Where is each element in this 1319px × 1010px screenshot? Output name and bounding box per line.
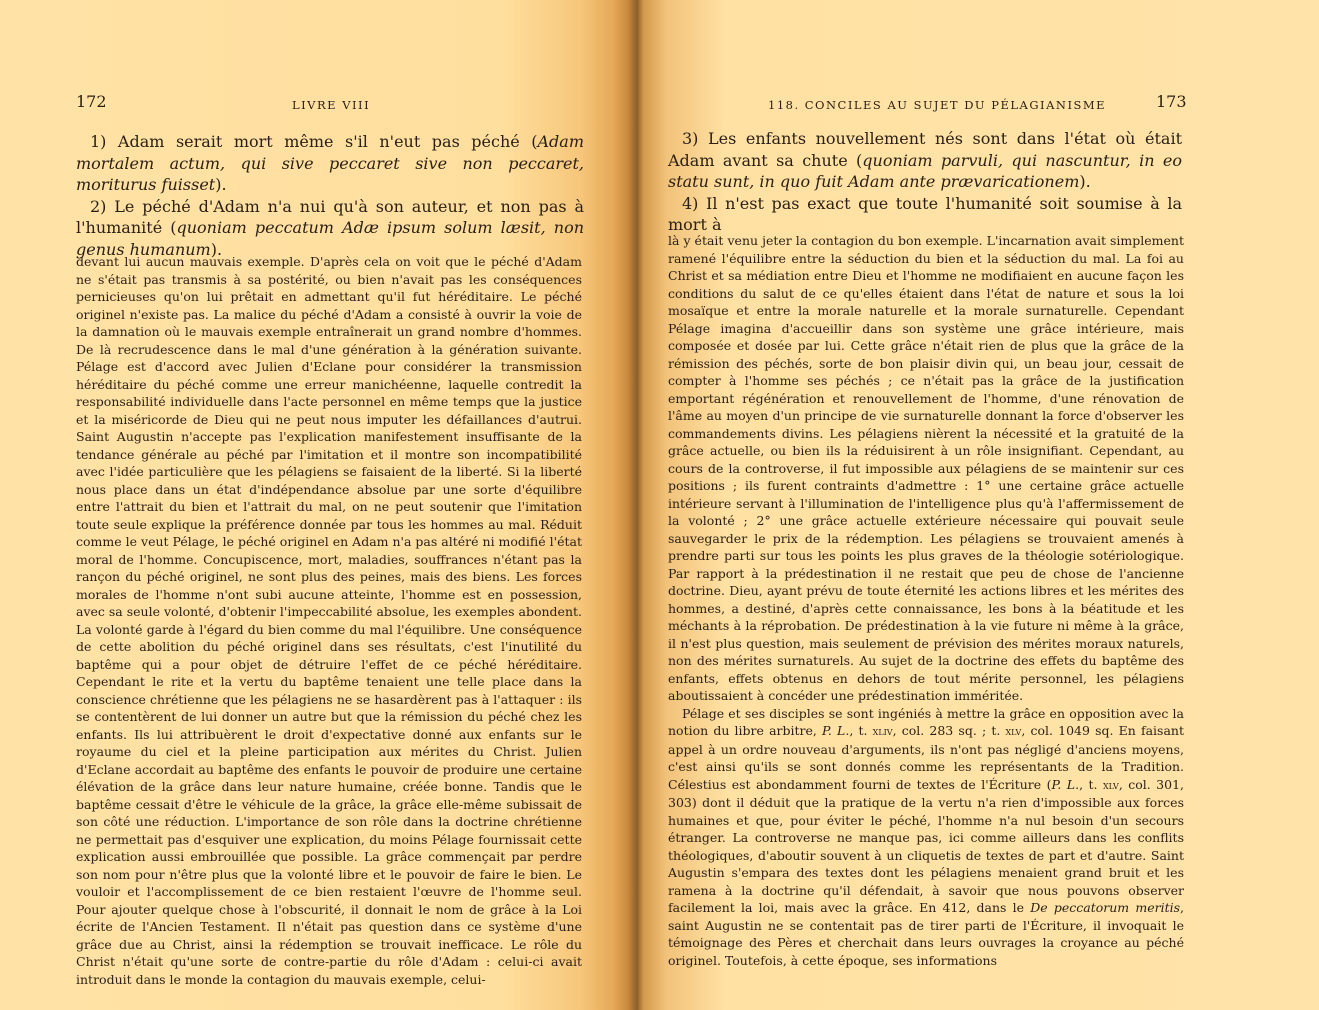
right-body-paragraph-2: Pélage et ses disciples se sont ingéniés à mettre la grâce en opposition avec la notion du libre arbitre, P. L., t. xliv, col. 283 sq. ; t. xlv, col. 1049 sq. En faisant appel à un ordre nouveau d'arguments, ils n'ont pas négligé d'anciens moyens, c'est ainsi qu'ils se sont donnés comme les représentants de la Tradition. Célestius est abondamment fourni de textes de l'Écriture (P. L., t. xlv, col. 301, 303) dont il déduit que la pratique de la vertu n'a rien d'impossible aux forces humaines et que, pour éviter le péché, l'homme n'a nul besoin d'un secours étranger. La controverse ne manque pas, ici comme ailleurs dans les conflits théologiques, d'aboutir souvent à un cliquetis de textes de part et d'autre. Saint Augustin s'empara des textes dont les pélagiens menaient grand bruit et les ramena à la doctrine qu'il défendait, à savoir que nous pouvons observer facilement la loi, mais avec la grâce. En 412, dans le De peccatorum meritis, saint Augustin ne se contentait pas de tirer parti de l'Écriture, il invoquait le témoignage des Pères et cherchait dans leurs ouvrages la croyance au péché originel. Toutefois, à cette époque, ses informations — [668, 705, 1185, 968]
right-page-number: 173 — [1156, 92, 1187, 111]
left-footnotes — [76, 131, 584, 260]
right-footnotes — [668, 128, 1182, 236]
left-page — [0, 0, 620, 1010]
right-page — [660, 0, 1319, 1010]
footnote-2: 2) Le péché d'Adam n'a nui qu'à son auteur, et non pas à l'humanité (quoniam peccatum Adæ ipsum solum læsit, non genus humanum). — [76, 196, 585, 259]
right-body-text — [668, 232, 1184, 969]
footnote-4: 4) Il n'est pas exact que toute l'humanité soit soumise à la mort à — [668, 193, 1182, 234]
right-running-title: 118. CONCILES AU SUJET DU PÉLAGIANISME — [768, 98, 1107, 112]
left-running-head — [76, 92, 586, 116]
right-body-paragraph-1: là y était venu jeter la contagion du bon exemple. L'incarnation avait simplement ramené l'équilibre entre la séduction du bien et la séduction du mal. La foi au Christ et sa médiation entre Dieu et l'homme ne modifiaient en aucune façon les conditions du salut de ce qu'elles étaient dans l'état de nature et sous la loi mosaïque et entre la morale naturelle et la morale surnaturelle. Cependant Pélage imagina d'accueillir dans son système une grâce intérieure, mais composée et dosée par lui. Cette grâce n'était rien de plus que la grâce de la rémission des péchés, sorte de bon plaisir divin qui, un beau jour, cessait de compter à l'homme ses péchés ; ce n'était pas la grâce de la justification emportant régénération et renouvellement de l'homme, d'une rénovation de l'âme au moyen d'un principe de vie surnaturelle donnant la force d'observer les commandements divins. Les pélagiens nièrent la nécessité et la gratuité de la grâce actuelle, ou bien ils la réduisirent à un rôle insignifiant. Cependant, au cours de la controverse, il fut impossible aux pélagiens de se maintenir sur ces positions ; ils furent contraints d'admettre : 1° une certaine grâce actuelle intérieure servant à l'illumination de l'intelligence plus qu'à l'affermissement de la volonté ; 2° une grâce actuelle extérieure nécessaire qui pouvait seule sauvegarder le prix de la rédemption. Les pélagiens se trouvaient amenés à prendre parti sur tous les points les plus graves de la théologie sotériologique. Par rapport à la prédestination il ne restait que peu de chose de l'ancienne doctrine. Dieu, ayant prévu de toute éternité les actions libres et les mérites des hommes, a destiné, d'après cette connaissance, les bons à la béatitude et les méchants à la réprobation. De prédestination à la vie future ni même à la grâce, il n'est plus question, mais seulement de prévision des mérites moraux naturels, non des mérites surnaturels. Au sujet de la doctrine des effets du baptême des enfants, effets obtenus en dehors de tout mérite personnel, les pélagiens aboutissaient à concéder une prédestination imméritée. — [668, 233, 1184, 703]
footnote-3: 3) Les enfants nouvellement nés sont dans l'état où était Adam avant sa chute (quoniam parvuli, qui nascuntur, in eo statu sunt, in quo fuit Adam ante prævaricationem). — [668, 129, 1182, 191]
left-body-text — [76, 253, 582, 988]
left-body-paragraph: devant lui aucun mauvais exemple. D'après cela on voit que le péché d'Adam ne s'était pas transmis à sa postérité, ou bien n'avait pas les conséquences pernicieuses qu'on lui prêtait en admettant qu'il fut héréditaire. Le péché originel n'existe pas. La malice du péché d'Adam a consisté à ouvrir la voie de la damnation où le mauvais exemple entraînerait un grand nombre d'hommes. De là recrudescence dans le mal d'une génération à la génération suivante. Pélage est d'accord avec Julien d'Eclane pour considérer la transmission héréditaire du péché comme une erreur manichéenne, laquelle contredit la responsabilité individuelle dans l'acte personnel en même temps que la justice et la miséricorde de Dieu qui ne peut nous imputer les défaillances d'autrui. Saint Augustin n'accepte pas l'explication manifestement insuffisante de la tendance générale au péché par l'imitation et il montre son incompatibilité avec l'idée particulière que les pélagiens se faisaient de la liberté. Si la liberté nous place dans un état d'indépendance absolue par une sorte d'équilibre entre l'attrait du bien et l'attrait du mal, on ne peut soutenir que l'imitation toute seule explique la préférence donnée par tous les hommes au mal. Réduit comme le veut Pélage, le péché originel en Adam n'a pas altéré ni modifié l'état moral de l'homme. Concupiscence, mort, maladies, souffrances n'étant pas la rançon du péché originel, ne sont plus des peines, mais des biens. Les forces morales de l'homme n'ont subi aucune atteinte, l'homme est en possession, avec sa seule volonté, d'obtenir l'impeccabilité absolue, les exemples abondent. La volonté garde à l'égard du bien comme du mal l'équilibre. Une conséquence de cette abolition du péché originel dans ses résultats, c'est l'inutilité du baptême qui a pour objet de détruire l'effet de ce péché héréditaire. Cependant le rite et la vertu du baptême tenaient une telle place dans la conscience chrétienne que les pélagiens ne se hasardèrent pas à l'attaquer : ils se contentèrent de lui donner un autre but que la rémission du péché chez les enfants. Ils lui attribuèrent le droit d'expectative donné aux enfants sur le royaume du ciel et la pleine participation aux mérites du Christ. Julien d'Eclane accordait au baptême des enfants le pouvoir de produire une certaine élévation de la grâce dans leur nature humaine, créée bonne. Tandis que le baptême cessait d'être le véhicule de la grâce, la grâce elle-même subissait de son côté une réduction. L'importance de son rôle dans la doctrine chrétienne ne permettait pas d'esquiver une explication, du moins Pélage fournissait cette explication aussi embrouillée que possible. La grâce commençait par perdre son nom pour n'être plus que la volonté libre et le pouvoir de faire le bien. Le vouloir et l'accomplissement de ce bien restaient l'œuvre de l'homme seul. Pour ajouter quelque chose à l'obscurité, il donnait le nom de grâce à la Loi écrite de l'Ancien Testament. Il n'était pas question dans ce système d'une grâce due au Christ, ainsi la rédemption se trouvait inefficace. Le rôle du Christ n'était qu'une sorte de contre-partie du rôle d'Adam : celui-ci avait introduit dans le monde la contagion du mauvais exemple, celui- — [76, 254, 582, 987]
left-page-number: 172 — [76, 92, 107, 111]
left-running-title: LIVRE VIII — [292, 98, 371, 112]
right-running-head — [668, 92, 1188, 116]
footnote-1: 1) Adam serait mort même s'il n'eut pas péché (Adam mortalem actum, qui sive peccaret sive non peccaret, moriturus fuisset). — [76, 132, 584, 194]
